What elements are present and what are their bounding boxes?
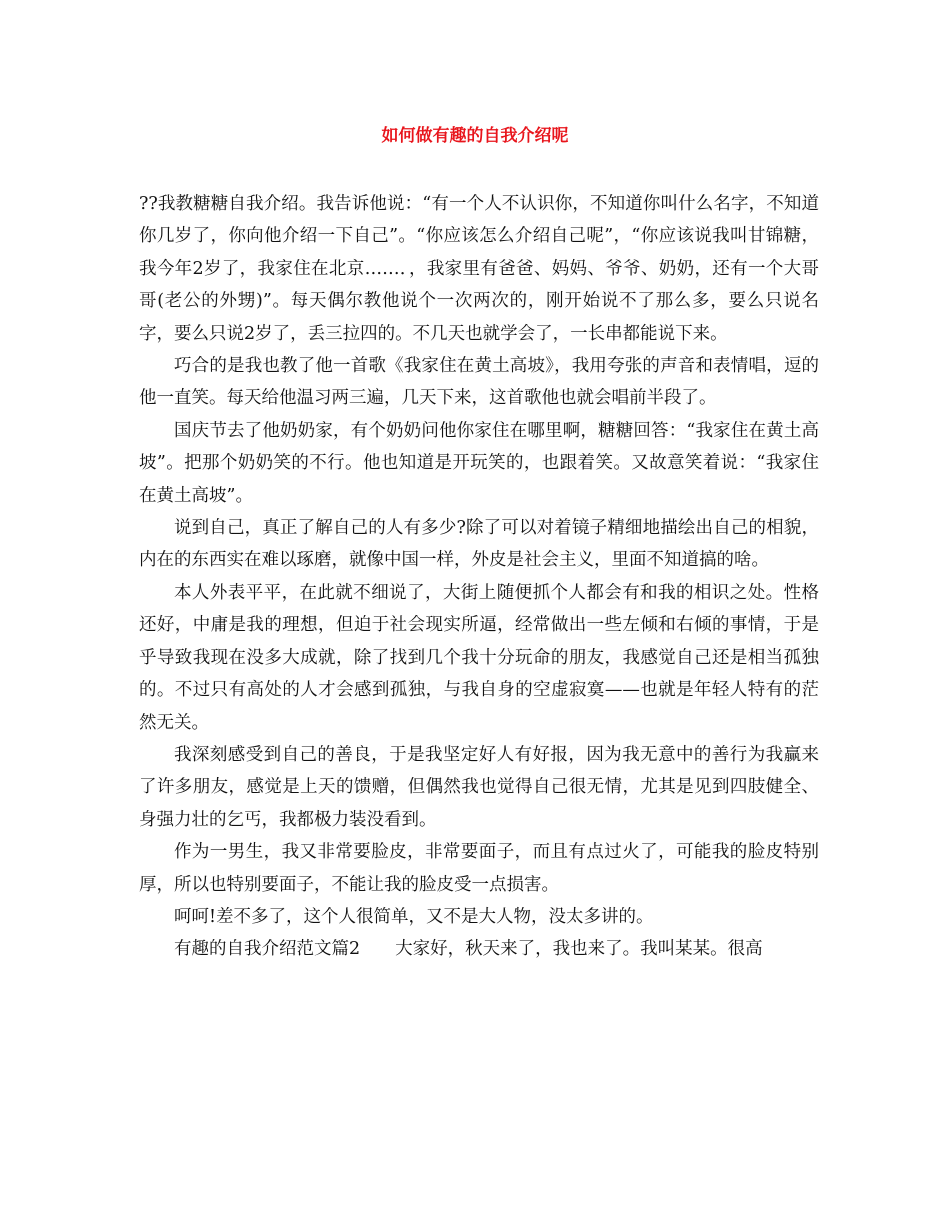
document-body: [139, 188, 819, 966]
paragraph-9: 有趣的自我介绍范文篇2 大家好，秋天来了，我也来了。我叫某某。很高: [174, 939, 763, 960]
paragraph-1: ??我教糖糖自我介绍。我告诉他说：“有一个人不认识你，不知道你叫什么名字，不知道你几岁了，你向他介绍一下自己”。“你应该怎么介绍自己呢”，“你应该说我叫甘锦糖，我今年2岁了，我家住在北京……．，我家里有爸爸、妈妈、爷爷、奶奶，还有一个大哥哥(老公的外甥)”。每天偶尔教他说个一次两次的，刚开始说不了那么多，要么只说名字，要么只说2岁了，丢三拉四的。不几天也就学会了，一长串都能说下来。: [139, 194, 819, 344]
paragraph-2: 巧合的是我也教了他一首歌《我家住在黄土高坡》，我用夸张的声音和表情唱，逗的他一直笑。每天给他温习两三遍，几天下来，这首歌他也就会唱前半段了。: [139, 356, 819, 409]
document-title: 如何做有趣的自我介绍呢: [381, 126, 569, 146]
paragraph-8: 呵呵!差不多了，这个人很简单，又不是大人物，没太多讲的。: [174, 906, 654, 927]
paragraph-3: 国庆节去了他奶奶家，有个奶奶问他你家住在哪里啊，糖糖回答：“我家住在黄土高坡”。把那个奶奶笑的不行。他也知道是开玩笑的，也跟着笑。又故意笑着说：“我家住在黄土高坡”。: [139, 420, 819, 506]
paragraph-6: 我深刻感受到自己的善良，于是我坚定好人有好报，因为我无意中的善行为我赢来了许多朋友，感觉是上天的馈赠，但偶然我也觉得自己很无情，尤其是见到四肢健全、身强力壮的乞丐，我都极力装没看到。: [139, 744, 819, 830]
paragraph-7: 作为一男生，我又非常要脸皮，非常要面子，而且有点过火了，可能我的脸皮特别厚，所以也特别要面子，不能让我的脸皮受一点损害。: [139, 842, 819, 895]
paragraph-4: 说到自己，真正了解自己的人有多少?除了可以对着镜子精细地描绘出自己的相貌，内在的东西实在难以琢磨，就像中国一样，外皮是社会主义，里面不知道搞的啥。: [139, 518, 819, 571]
paragraph-5: 本人外表平平，在此就不细说了，大街上随便抓个人都会有和我的相识之处。性格还好，中庸是我的理想，但迫于社会现实所逼，经常做出一些左倾和右倾的事情，于是乎导致我现在没多大成就，除了找到几个我十分玩命的朋友，我感觉自己还是相当孤独的。不过只有高处的人才会感到孤独，与我自身的空虚寂寞——也就是年轻人特有的茫然无关。: [139, 582, 819, 733]
